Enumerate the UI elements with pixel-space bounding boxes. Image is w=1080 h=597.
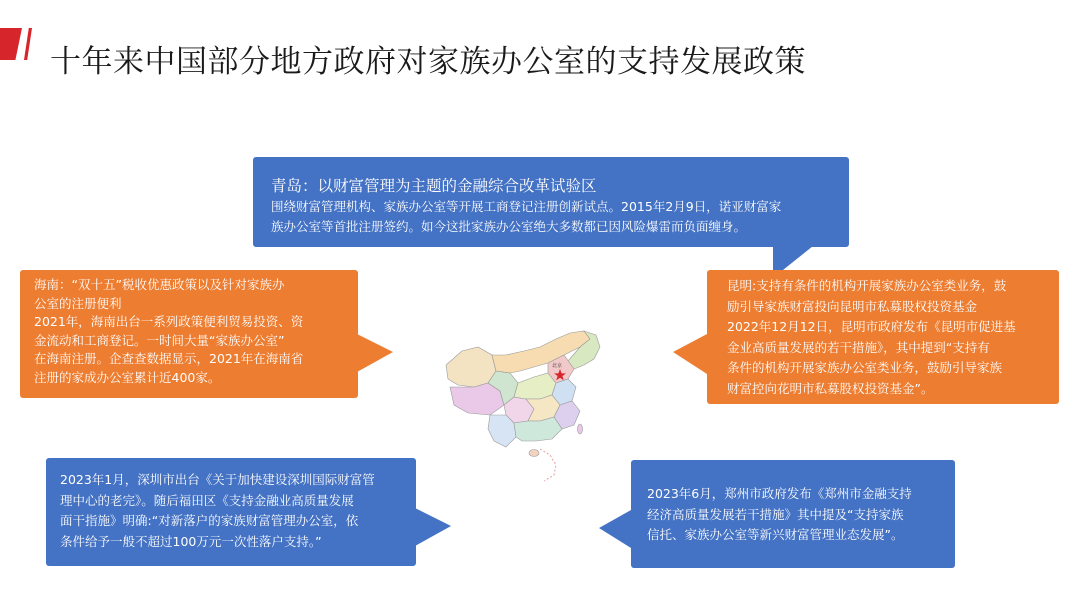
callout-shenzhen-line: 理中心的老完》。随后福田区《支持金融业高质量发展 — [60, 492, 354, 508]
china-map — [444, 325, 601, 483]
callout-hainan-line: 在海南注册。企查查数据显示，2021年在海南省 — [34, 351, 304, 366]
callout-qingdao — [253, 157, 849, 247]
callout-zhengzhou-line: 2023年6月，郑州市政府发布《郑州市金融支持 — [647, 486, 912, 501]
callout-kunming-line: 财富控向花明市私募股权投资基金”。 — [727, 380, 934, 396]
callout-pointer — [357, 334, 393, 372]
callout-hainan-line: 金流动和工商登记。一时间大量“家族办公室” — [34, 332, 285, 348]
capital-label: 北京 — [552, 363, 563, 369]
callout-zhengzhou — [631, 460, 955, 568]
title-accent-slash — [24, 28, 32, 60]
callout-kunming-line: 励引导家族财富投向昆明市私募股权投资基金 — [727, 298, 978, 314]
callout-shenzhen-line: 条件给予一般不超过100万元一次性落户支持。” — [60, 533, 322, 549]
callout-hainan-line: 2021年，海南出台一系列政策便利贸易投资、资 — [34, 314, 304, 329]
callout-qingdao-line: 族办公室等首批注册签约。如今这批家族办公室绝大多数都已因风险爆雷而负面缠身。 — [271, 219, 747, 234]
callout-shenzhen — [46, 458, 416, 566]
callout-zhengzhou-line: 信托、家族办公室等新兴财富管理业态发展”。 — [647, 527, 904, 542]
callout-hainan — [20, 270, 358, 398]
callout-kunming-line: 条件的机构开展家族办公室类业务，鼓励引导家族 — [727, 360, 1003, 375]
title-accent-bar — [0, 28, 22, 60]
callout-hainan-line: 海南：“双十五”税收优惠政策以及针对家族办 — [34, 277, 285, 292]
callout-kunming — [707, 270, 1059, 404]
callout-qingdao-line: 围绕财富管理机构、家族办公室等开展工商登记注册创新试点。2015年2月9日，诺亚财富家 — [271, 199, 782, 214]
callout-qingdao-heading: 青岛：以财富管理为主题的金融综合改革试验区 — [271, 177, 597, 195]
callout-shenzhen-line: 面干指施》明确:“对新落户的家族财富管理办公室，依 — [60, 513, 359, 528]
callout-pointer — [599, 510, 631, 548]
callout-hainan-line: 注册的家成办公室累计近400家。 — [34, 369, 221, 385]
callout-kunming-line: 昆明:支持有条件的机构开展家族办公室类业务，鼓 — [727, 278, 1007, 293]
callout-pointer — [673, 334, 707, 374]
callout-zhengzhou-line: 经济高质量发展若干措施》其中提及“支持家族 — [647, 506, 904, 522]
page-title: 十年来中国部分地方政府对家族办公室的支持发展政策 — [50, 44, 806, 80]
callout-pointer — [415, 508, 451, 546]
callout-shenzhen-line: 2023年1月，深圳市出台《关于加快建设深圳国际财富管 — [60, 472, 375, 487]
callout-hainan-line: 公室的注册便利 — [34, 295, 122, 311]
callout-kunming-line: 金业高质量发展的若干措施》，其中提到“支持有 — [727, 339, 990, 355]
callout-kunming-line: 2022年12月12日，昆明市政府发布《昆明市促进基 — [727, 319, 1016, 334]
china-map-graphic — [444, 325, 601, 483]
